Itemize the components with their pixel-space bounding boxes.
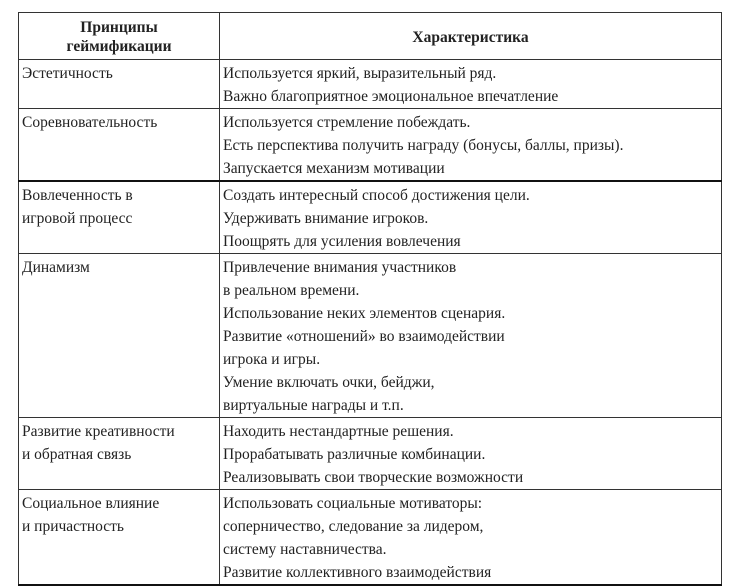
table-row [19, 181, 722, 254]
trait-text: Реализовывать свои творческие возможности [223, 469, 524, 486]
trait-text: соперничество, следование за лидером, [223, 518, 484, 535]
trait-text: Использование неких элементов сценария. [223, 305, 506, 322]
traits-cell [220, 181, 722, 254]
principle-text: Вовлеченность в [22, 187, 133, 204]
trait-text: Поощрять для усиления вовлечения [223, 233, 461, 250]
table-row [19, 418, 722, 490]
table-header-row [19, 13, 722, 60]
trait-text: Развитие «отношений» во взаимодействии [223, 328, 505, 345]
table-row [19, 254, 722, 418]
gamification-principles-table [18, 12, 722, 586]
trait-text: Умение включать очки, бейджи, [223, 374, 435, 391]
principle-cell [19, 181, 220, 254]
traits-cell [220, 254, 722, 418]
trait-text: Есть перспектива получить награду (бонусы, баллы, призы). [223, 137, 624, 154]
trait-text: Удерживать внимание игроков. [223, 210, 429, 227]
trait-text: Привлечение внимания участников [223, 259, 457, 276]
traits-cell [220, 109, 722, 182]
table-row [19, 60, 722, 109]
trait-text: Используется стремление побеждать. [223, 114, 471, 131]
trait-text: систему наставничества. [223, 541, 387, 558]
principle-cell [19, 490, 220, 586]
trait-text: Развитие коллективного взаимодействия [223, 564, 492, 581]
trait-text: Важно благоприятное эмоциональное впечатление [223, 88, 559, 105]
traits-cell [220, 60, 722, 109]
principle-text: и причастность [22, 518, 124, 535]
principle-cell [19, 60, 220, 109]
header-principles-line: геймификации [66, 38, 172, 55]
trait-text: в реальном времени. [223, 282, 360, 299]
principle-cell [19, 254, 220, 418]
principle-text: Социальное влияние [22, 495, 160, 512]
trait-text: Создать интересный способ достижения цели. [223, 187, 530, 204]
principle-text: и обратная связь [22, 446, 132, 463]
trait-text: игрока и игры. [223, 351, 321, 368]
table-row [19, 109, 722, 182]
principle-text: Соревновательность [22, 114, 158, 131]
trait-text: виртуальные награды и т.п. [223, 397, 404, 414]
principle-cell [19, 109, 220, 182]
principle-text: Развитие креативности [22, 423, 175, 440]
principle-text: Динамизм [22, 259, 90, 276]
traits-cell [220, 490, 722, 586]
principle-cell [19, 418, 220, 490]
trait-text: Используется яркий, выразительный ряд. [223, 65, 497, 82]
trait-text: Запускается механизм мотивации [223, 160, 445, 177]
header-principles [19, 13, 220, 60]
table-row [19, 490, 722, 586]
principle-text: Эстетичность [22, 65, 113, 82]
trait-text: Находить нестандартные решения. [223, 423, 454, 440]
principle-text: игровой процесс [22, 210, 133, 227]
trait-text: Использовать социальные мотиваторы: [223, 495, 483, 512]
traits-cell [220, 418, 722, 490]
header-principles-line: Принципы [80, 19, 158, 36]
trait-text: Прорабатывать различные комбинации. [223, 446, 486, 463]
header-characteristic: Характеристика [220, 13, 722, 60]
